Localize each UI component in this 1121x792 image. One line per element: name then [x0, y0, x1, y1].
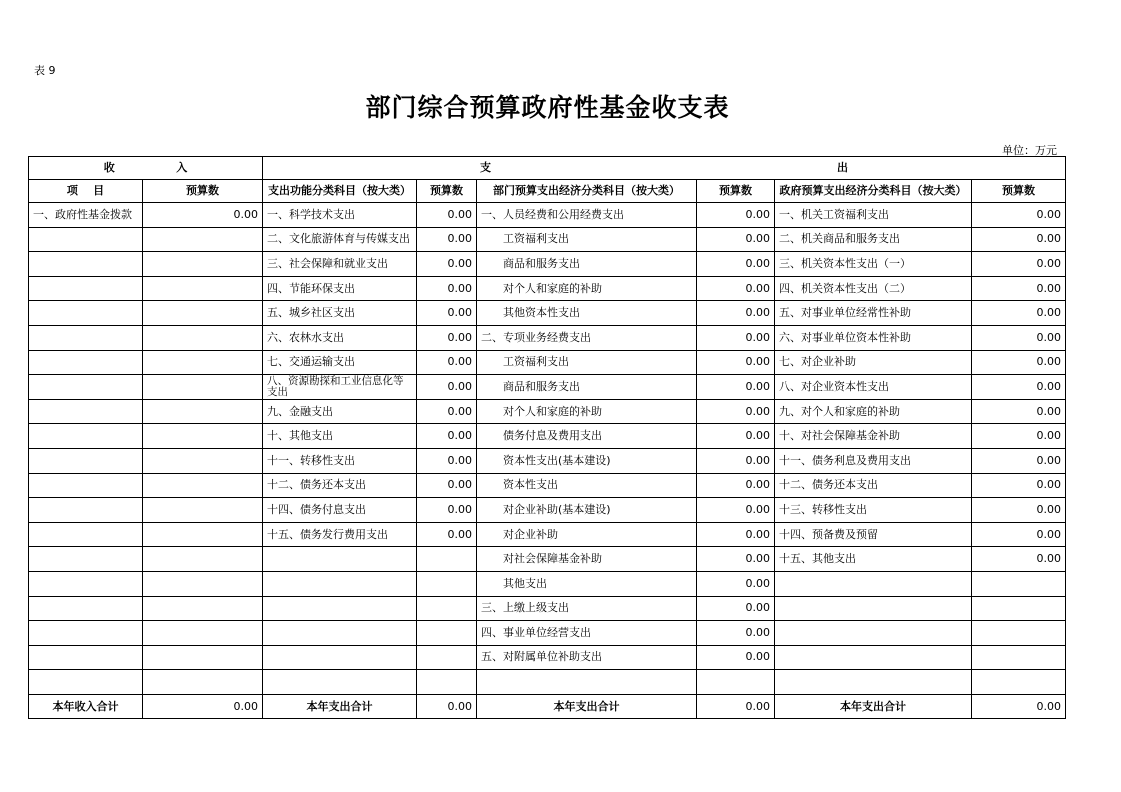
function-amount-cell: 0.00 [417, 276, 477, 301]
table-row [29, 375, 1066, 400]
table-row [29, 547, 1066, 572]
gov-econ-amount-cell: 0.00 [972, 522, 1066, 547]
dept-econ-amount-cell: 0.00 [697, 448, 775, 473]
function-amount-cell [417, 547, 477, 572]
income-amount-cell: 0.00 [143, 203, 263, 228]
table-row [29, 350, 1066, 375]
dept-econ-item-cell: 对企业补助 [477, 522, 697, 547]
gov-econ-item-cell: 七、对企业补助 [775, 350, 972, 375]
gov-econ-amount-cell: 0.00 [972, 375, 1066, 400]
income-amount-cell [143, 227, 263, 252]
gov-econ-amount-cell: 0.00 [972, 276, 1066, 301]
function-amount-cell: 0.00 [417, 522, 477, 547]
dept-econ-item-cell: 三、上缴上级支出 [477, 596, 697, 621]
function-amount-cell [417, 670, 477, 695]
dept-econ-item-cell: 商品和服务支出 [477, 375, 697, 400]
income-amount-cell [143, 547, 263, 572]
dept-econ-amount-cell: 0.00 [697, 375, 775, 400]
gov-econ-amount-cell [972, 571, 1066, 596]
function-amount-cell [417, 621, 477, 646]
function-amount-cell: 0.00 [417, 325, 477, 350]
dept-econ-amount-cell: 0.00 [697, 645, 775, 670]
table-row [29, 325, 1066, 350]
dept-econ-item-cell: 其他支出 [477, 571, 697, 596]
total-amount: 0.00 [697, 694, 775, 719]
dept-econ-item-cell: 对社会保障基金补助 [477, 547, 697, 572]
dept-econ-amount-cell: 0.00 [697, 203, 775, 228]
function-amount-cell: 0.00 [417, 252, 477, 277]
dept-econ-item-cell: 一、人员经费和公用经费支出 [477, 203, 697, 228]
function-item-cell: 二、文化旅游体育与传媒支出 [263, 227, 417, 252]
income-amount-cell [143, 670, 263, 695]
function-amount-cell: 0.00 [417, 301, 477, 326]
dept-econ-amount-cell: 0.00 [697, 301, 775, 326]
income-amount-cell [143, 522, 263, 547]
table-row [29, 522, 1066, 547]
total-label: 本年支出合计 [775, 694, 972, 719]
table-row [29, 252, 1066, 277]
gov-econ-amount-cell [972, 670, 1066, 695]
dept-econ-item-cell: 资本性支出(基本建设) [477, 448, 697, 473]
income-amount-cell [143, 448, 263, 473]
gov-econ-item-cell [775, 596, 972, 621]
table-row [29, 670, 1066, 695]
gov-econ-amount-cell: 0.00 [972, 325, 1066, 350]
expense-header: 支 出 [263, 157, 1066, 180]
income-amount-cell [143, 350, 263, 375]
gov-econ-amount-cell: 0.00 [972, 448, 1066, 473]
function-item-cell: 八、资源勘探和工业信息化等支出 [263, 375, 417, 400]
function-amount-cell: 0.00 [417, 473, 477, 498]
income-item-cell [29, 473, 143, 498]
function-amount-cell: 0.00 [417, 424, 477, 449]
total-label: 本年收入合计 [29, 694, 143, 719]
function-item-cell: 九、金融支出 [263, 399, 417, 424]
function-item-cell: 一、科学技术支出 [263, 203, 417, 228]
dept-econ-amount-cell: 0.00 [697, 498, 775, 523]
gov-econ-amount-cell: 0.00 [972, 227, 1066, 252]
dept-econ-item-cell: 对个人和家庭的补助 [477, 399, 697, 424]
function-amount-cell [417, 645, 477, 670]
income-amount-cell [143, 399, 263, 424]
gov-econ-amount-cell: 0.00 [972, 473, 1066, 498]
col-header-dept-econ-class: 部门预算支出经济分类科目（按大类） [477, 180, 697, 203]
income-item-cell [29, 399, 143, 424]
income-item-cell [29, 670, 143, 695]
gov-econ-amount-cell: 0.00 [972, 498, 1066, 523]
page-title: 部门综合预算政府性基金收支表 [365, 93, 730, 122]
function-item-cell: 七、交通运输支出 [263, 350, 417, 375]
table-number: 表 9 [34, 64, 56, 77]
function-item-cell: 十四、债务付息支出 [263, 498, 417, 523]
income-item-cell [29, 522, 143, 547]
income-item-cell [29, 350, 143, 375]
gov-econ-amount-cell [972, 596, 1066, 621]
income-item-cell [29, 227, 143, 252]
function-item-cell [263, 596, 417, 621]
dept-econ-item-cell: 工资福利支出 [477, 350, 697, 375]
table-row [29, 399, 1066, 424]
gov-econ-amount-cell [972, 621, 1066, 646]
col-header-gov-econ-class: 政府预算支出经济分类科目（按大类） [775, 180, 972, 203]
income-item-cell [29, 301, 143, 326]
income-amount-cell [143, 596, 263, 621]
gov-econ-amount-cell [972, 645, 1066, 670]
table-row [29, 473, 1066, 498]
table-row [29, 621, 1066, 646]
col-header-amount: 预算数 [143, 180, 263, 203]
dept-econ-amount-cell: 0.00 [697, 547, 775, 572]
gov-econ-amount-cell: 0.00 [972, 203, 1066, 228]
dept-econ-item-cell: 资本性支出 [477, 473, 697, 498]
group-header-row [29, 157, 1066, 180]
dept-econ-amount-cell: 0.00 [697, 227, 775, 252]
table-row [29, 571, 1066, 596]
table-row [29, 498, 1066, 523]
function-item-cell: 四、节能环保支出 [263, 276, 417, 301]
gov-econ-item-cell: 八、对企业资本性支出 [775, 375, 972, 400]
dept-econ-amount-cell [697, 670, 775, 695]
gov-econ-item-cell: 二、机关商品和服务支出 [775, 227, 972, 252]
dept-econ-amount-cell: 0.00 [697, 350, 775, 375]
gov-econ-item-cell [775, 670, 972, 695]
col-header-amount: 预算数 [972, 180, 1066, 203]
table-row [29, 448, 1066, 473]
dept-econ-amount-cell: 0.00 [697, 571, 775, 596]
total-label: 本年支出合计 [477, 694, 697, 719]
total-amount: 0.00 [417, 694, 477, 719]
dept-econ-amount-cell: 0.00 [697, 424, 775, 449]
table-row [29, 276, 1066, 301]
income-header: 收 入 [29, 157, 263, 180]
table-row [29, 596, 1066, 621]
function-item-cell: 十、其他支出 [263, 424, 417, 449]
table-row [29, 424, 1066, 449]
function-item-cell [263, 645, 417, 670]
gov-econ-item-cell: 十四、预备费及预留 [775, 522, 972, 547]
col-header-item: 项 目 [29, 180, 143, 203]
function-item-cell: 十五、债务发行费用支出 [263, 522, 417, 547]
col-header-function-class: 支出功能分类科目（按大类） [263, 180, 417, 203]
function-amount-cell: 0.00 [417, 448, 477, 473]
dept-econ-item-cell: 二、专项业务经费支出 [477, 325, 697, 350]
function-amount-cell [417, 571, 477, 596]
income-amount-cell [143, 473, 263, 498]
income-item-cell [29, 571, 143, 596]
function-amount-cell: 0.00 [417, 498, 477, 523]
total-amount: 0.00 [143, 694, 263, 719]
function-item-cell: 十一、转移性支出 [263, 448, 417, 473]
income-item-cell [29, 424, 143, 449]
income-item-cell [29, 448, 143, 473]
income-amount-cell [143, 621, 263, 646]
gov-econ-amount-cell: 0.00 [972, 547, 1066, 572]
table-row [29, 301, 1066, 326]
income-amount-cell [143, 276, 263, 301]
gov-econ-item-cell: 十、对社会保障基金补助 [775, 424, 972, 449]
col-header-amount: 预算数 [417, 180, 477, 203]
function-item-cell: 六、农林水支出 [263, 325, 417, 350]
dept-econ-item-cell: 对个人和家庭的补助 [477, 276, 697, 301]
gov-econ-amount-cell: 0.00 [972, 399, 1066, 424]
income-item-cell [29, 596, 143, 621]
dept-econ-item-cell: 对企业补助(基本建设) [477, 498, 697, 523]
dept-econ-item-cell [477, 670, 697, 695]
function-amount-cell: 0.00 [417, 375, 477, 400]
gov-econ-item-cell: 十一、债务利息及费用支出 [775, 448, 972, 473]
income-item-cell [29, 375, 143, 400]
total-label: 本年支出合计 [263, 694, 417, 719]
income-amount-cell [143, 252, 263, 277]
income-amount-cell [143, 424, 263, 449]
function-item-cell [263, 621, 417, 646]
gov-econ-item-cell: 十三、转移性支出 [775, 498, 972, 523]
income-item-cell [29, 547, 143, 572]
gov-econ-amount-cell: 0.00 [972, 350, 1066, 375]
column-header-row [29, 180, 1066, 203]
gov-econ-item-cell: 四、机关资本性支出（二） [775, 276, 972, 301]
income-amount-cell [143, 571, 263, 596]
gov-econ-amount-cell: 0.00 [972, 424, 1066, 449]
dept-econ-item-cell: 四、事业单位经营支出 [477, 621, 697, 646]
income-amount-cell [143, 498, 263, 523]
gov-econ-item-cell [775, 645, 972, 670]
dept-econ-amount-cell: 0.00 [697, 399, 775, 424]
dept-econ-item-cell: 工资福利支出 [477, 227, 697, 252]
table-row [29, 645, 1066, 670]
function-amount-cell [417, 596, 477, 621]
function-item-cell [263, 571, 417, 596]
gov-econ-item-cell [775, 571, 972, 596]
totals-row [29, 694, 1066, 719]
income-amount-cell [143, 325, 263, 350]
dept-econ-amount-cell: 0.00 [697, 621, 775, 646]
gov-econ-item-cell: 一、机关工资福利支出 [775, 203, 972, 228]
budget-table [28, 156, 1066, 719]
dept-econ-amount-cell: 0.00 [697, 325, 775, 350]
function-amount-cell: 0.00 [417, 227, 477, 252]
dept-econ-amount-cell: 0.00 [697, 276, 775, 301]
total-amount: 0.00 [972, 694, 1066, 719]
dept-econ-amount-cell: 0.00 [697, 522, 775, 547]
function-item-cell: 十二、债务还本支出 [263, 473, 417, 498]
income-item-cell: 一、政府性基金拨款 [29, 203, 143, 228]
function-amount-cell: 0.00 [417, 203, 477, 228]
function-amount-cell: 0.00 [417, 350, 477, 375]
gov-econ-item-cell: 十二、债务还本支出 [775, 473, 972, 498]
dept-econ-amount-cell: 0.00 [697, 596, 775, 621]
gov-econ-amount-cell: 0.00 [972, 252, 1066, 277]
table-row [29, 203, 1066, 228]
income-item-cell [29, 498, 143, 523]
income-amount-cell [143, 301, 263, 326]
gov-econ-item-cell [775, 621, 972, 646]
dept-econ-item-cell: 五、对附属单位补助支出 [477, 645, 697, 670]
dept-econ-item-cell: 商品和服务支出 [477, 252, 697, 277]
gov-econ-item-cell: 九、对个人和家庭的补助 [775, 399, 972, 424]
dept-econ-item-cell: 债务付息及费用支出 [477, 424, 697, 449]
gov-econ-item-cell: 六、对事业单位资本性补助 [775, 325, 972, 350]
income-item-cell [29, 325, 143, 350]
dept-econ-amount-cell: 0.00 [697, 252, 775, 277]
gov-econ-item-cell: 三、机关资本性支出（一） [775, 252, 972, 277]
col-header-amount: 预算数 [697, 180, 775, 203]
income-item-cell [29, 276, 143, 301]
function-item-cell [263, 670, 417, 695]
gov-econ-item-cell: 十五、其他支出 [775, 547, 972, 572]
income-amount-cell [143, 645, 263, 670]
function-item-cell: 三、社会保障和就业支出 [263, 252, 417, 277]
income-item-cell [29, 645, 143, 670]
dept-econ-item-cell: 其他资本性支出 [477, 301, 697, 326]
unit-label: 单位：万元 [1002, 144, 1057, 157]
income-item-cell [29, 621, 143, 646]
dept-econ-amount-cell: 0.00 [697, 473, 775, 498]
gov-econ-item-cell: 五、对事业单位经常性补助 [775, 301, 972, 326]
function-amount-cell: 0.00 [417, 399, 477, 424]
income-item-cell [29, 252, 143, 277]
gov-econ-amount-cell: 0.00 [972, 301, 1066, 326]
function-item-cell: 五、城乡社区支出 [263, 301, 417, 326]
income-amount-cell [143, 375, 263, 400]
table-row [29, 227, 1066, 252]
function-item-cell [263, 547, 417, 572]
